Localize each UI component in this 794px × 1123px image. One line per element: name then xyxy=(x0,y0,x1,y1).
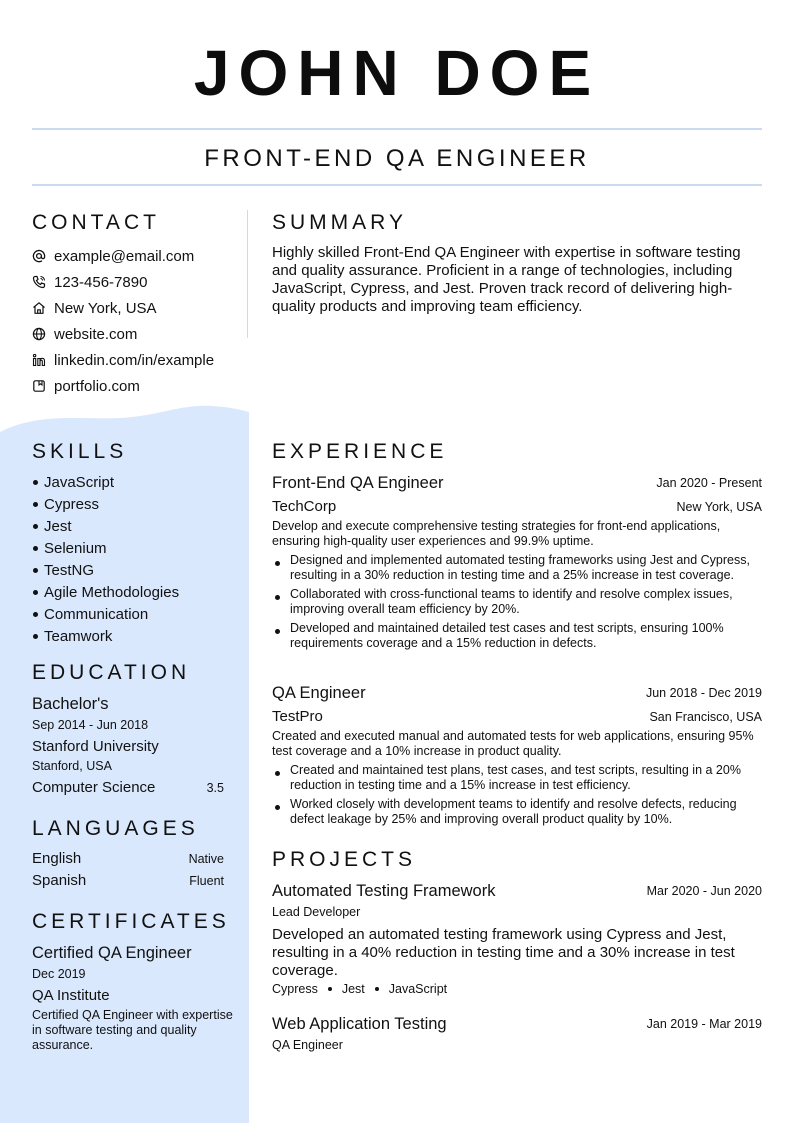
language-name: English xyxy=(32,850,82,867)
skills-heading: SKILLS xyxy=(32,440,128,463)
project-role-2: QA Engineer xyxy=(272,1038,343,1052)
education-degree: Bachelor's xyxy=(32,695,109,713)
list-item xyxy=(32,625,242,647)
education-heading: EDUCATION xyxy=(32,661,191,684)
portfolio-icon xyxy=(32,379,46,393)
job-description-1: Develop and execute comprehensive testing strategies for front-end applications, ensuring high-quality user experiences and 99.9% uptime. xyxy=(272,519,721,548)
contact-email[interactable] xyxy=(32,243,242,269)
project-tech-list xyxy=(272,982,447,996)
job-dates-1: Jan 2020 - Present xyxy=(656,476,762,490)
summary-text: Highly skilled Front-End QA Engineer with expertise in software testing and quality assurance. Proficient in a range of technologies, including JavaScript, Cypress, and Jest. Proven track record of delivering high-quality products and improving team efficiency. xyxy=(272,244,741,315)
at-icon xyxy=(32,249,46,263)
bullet-icon xyxy=(33,502,38,507)
bullet-icon xyxy=(33,480,38,485)
contact-linkedin-text: linkedin.com/in/example xyxy=(54,351,215,369)
home-icon xyxy=(32,301,46,315)
bullet-icon xyxy=(33,612,38,617)
bullet-icon xyxy=(33,546,38,551)
language-level: Native xyxy=(188,852,224,866)
contact-portfolio-text: portfolio.com xyxy=(54,377,140,395)
separator-dot-icon xyxy=(328,987,332,991)
job-dates-2: Jun 2018 - Dec 2019 xyxy=(645,686,762,700)
list-item: Developed and maintained detailed test cases and test scripts, ensuring 100% requirements coverage and a 15% reduction in defects. xyxy=(272,621,762,651)
projects-heading: PROJECTS xyxy=(272,848,417,871)
skill-label: Cypress xyxy=(44,495,100,513)
list-item xyxy=(32,493,242,515)
certificate-description: Certified QA Engineer with expertise in software testing and quality assurance. xyxy=(32,1008,233,1052)
project-role-1: Lead Developer xyxy=(272,905,361,919)
summary-heading: SUMMARY xyxy=(272,211,407,234)
column-divider xyxy=(247,210,248,338)
list-item: Worked closely with development teams to identify and resolve defects, reducing defect leakage by 25% and improving overall product quality by 10%. xyxy=(272,797,762,827)
contact-location xyxy=(32,295,242,321)
tech-tag: JavaScript xyxy=(388,982,448,996)
contact-linkedin[interactable] xyxy=(32,347,242,373)
project-dates-1: Mar 2020 - Jun 2020 xyxy=(646,884,762,898)
job-bullets-2 xyxy=(272,763,762,831)
linkedin-icon xyxy=(32,353,46,367)
certificate-issuer: QA Institute xyxy=(32,987,110,1004)
project-title-1: Automated Testing Framework xyxy=(272,882,496,900)
bullet-icon xyxy=(33,524,38,529)
certificate-date: Dec 2019 xyxy=(32,967,86,981)
contact-phone[interactable] xyxy=(32,269,242,295)
skill-label: TestNG xyxy=(44,561,95,579)
certificate-name: Certified QA Engineer xyxy=(32,944,192,962)
job-description-2: Created and executed manual and automated tests for web applications, ensuring 95% test coverage and a 10% increase in product quality. xyxy=(272,729,754,758)
contact-email-text: example@email.com xyxy=(54,247,195,265)
language-name: Spanish xyxy=(32,872,87,889)
job-location-1: New York, USA xyxy=(676,500,762,514)
job-bullets-1 xyxy=(272,553,762,655)
bullet-icon xyxy=(33,634,38,639)
list-item xyxy=(32,603,242,625)
bullet-icon xyxy=(33,568,38,573)
list-item xyxy=(32,471,242,493)
contact-list xyxy=(32,243,242,399)
skill-label: JavaScript xyxy=(44,473,115,491)
education-dates: Sep 2014 - Jun 2018 xyxy=(32,718,149,732)
tech-tag: Cypress xyxy=(272,982,318,996)
list-item: Designed and implemented automated testing frameworks using Jest and Cypress, resulting in a 30% reduction in testing time and a 25% increase in test coverage. xyxy=(272,553,762,583)
job-location-2: San Francisco, USA xyxy=(649,710,762,724)
job-title: FRONT-END QA ENGINEER xyxy=(204,145,590,172)
header-divider-bottom xyxy=(32,184,762,186)
education-gpa: 3.5 xyxy=(206,781,224,795)
contact-website[interactable] xyxy=(32,321,242,347)
skill-label: Selenium xyxy=(44,539,107,557)
project-description-1: Developed an automated testing framework using Cypress and Jest, resulting in a 40% reduction in testing time and a 30% increase in test coverage. xyxy=(272,926,735,979)
list-item xyxy=(32,537,242,559)
candidate-name: JOHN DOE xyxy=(193,37,601,109)
globe-icon xyxy=(32,327,46,341)
skill-label: Jest xyxy=(44,517,72,535)
project-title-2: Web Application Testing xyxy=(272,1015,447,1033)
education-field: Computer Science xyxy=(32,779,156,796)
contact-phone-text: 123-456-7890 xyxy=(54,273,148,291)
skill-label: Agile Methodologies xyxy=(44,583,180,601)
skill-label: Communication xyxy=(44,605,149,623)
skill-label: Teamwork xyxy=(44,627,113,645)
project-dates-2: Jan 2019 - Mar 2019 xyxy=(646,1017,762,1031)
language-level: Fluent xyxy=(189,874,224,888)
job-title-2: QA Engineer xyxy=(272,684,366,702)
list-item xyxy=(32,515,242,537)
job-company-2: TestPro xyxy=(272,708,323,725)
contact-portfolio[interactable] xyxy=(32,373,242,399)
list-item: Collaborated with cross-functional teams to identify and resolve complex issues, improving overall team efficiency by 20%. xyxy=(272,587,762,617)
experience-heading: EXPERIENCE xyxy=(272,440,448,463)
contact-heading: CONTACT xyxy=(32,211,160,234)
header-divider-top xyxy=(32,128,762,130)
list-item xyxy=(32,581,242,603)
education-location: Stanford, USA xyxy=(32,759,112,773)
separator-dot-icon xyxy=(375,987,379,991)
contact-location-text: New York, USA xyxy=(54,299,157,317)
contact-website-text: website.com xyxy=(54,325,138,343)
list-item: Created and maintained test plans, test cases, and test scripts, resulting in a 20% reduction in testing time and a 15% increase in test efficiency. xyxy=(272,763,762,793)
certificates-heading: CERTIFICATES xyxy=(32,910,230,933)
tech-tag: Jest xyxy=(341,982,365,996)
job-title-1: Front-End QA Engineer xyxy=(272,474,444,492)
skills-list xyxy=(32,471,242,647)
education-school: Stanford University xyxy=(32,738,159,755)
job-company-1: TechCorp xyxy=(272,498,337,515)
phone-icon xyxy=(32,275,46,289)
languages-heading: LANGUAGES xyxy=(32,817,199,840)
bullet-icon xyxy=(33,590,38,595)
list-item xyxy=(32,559,242,581)
